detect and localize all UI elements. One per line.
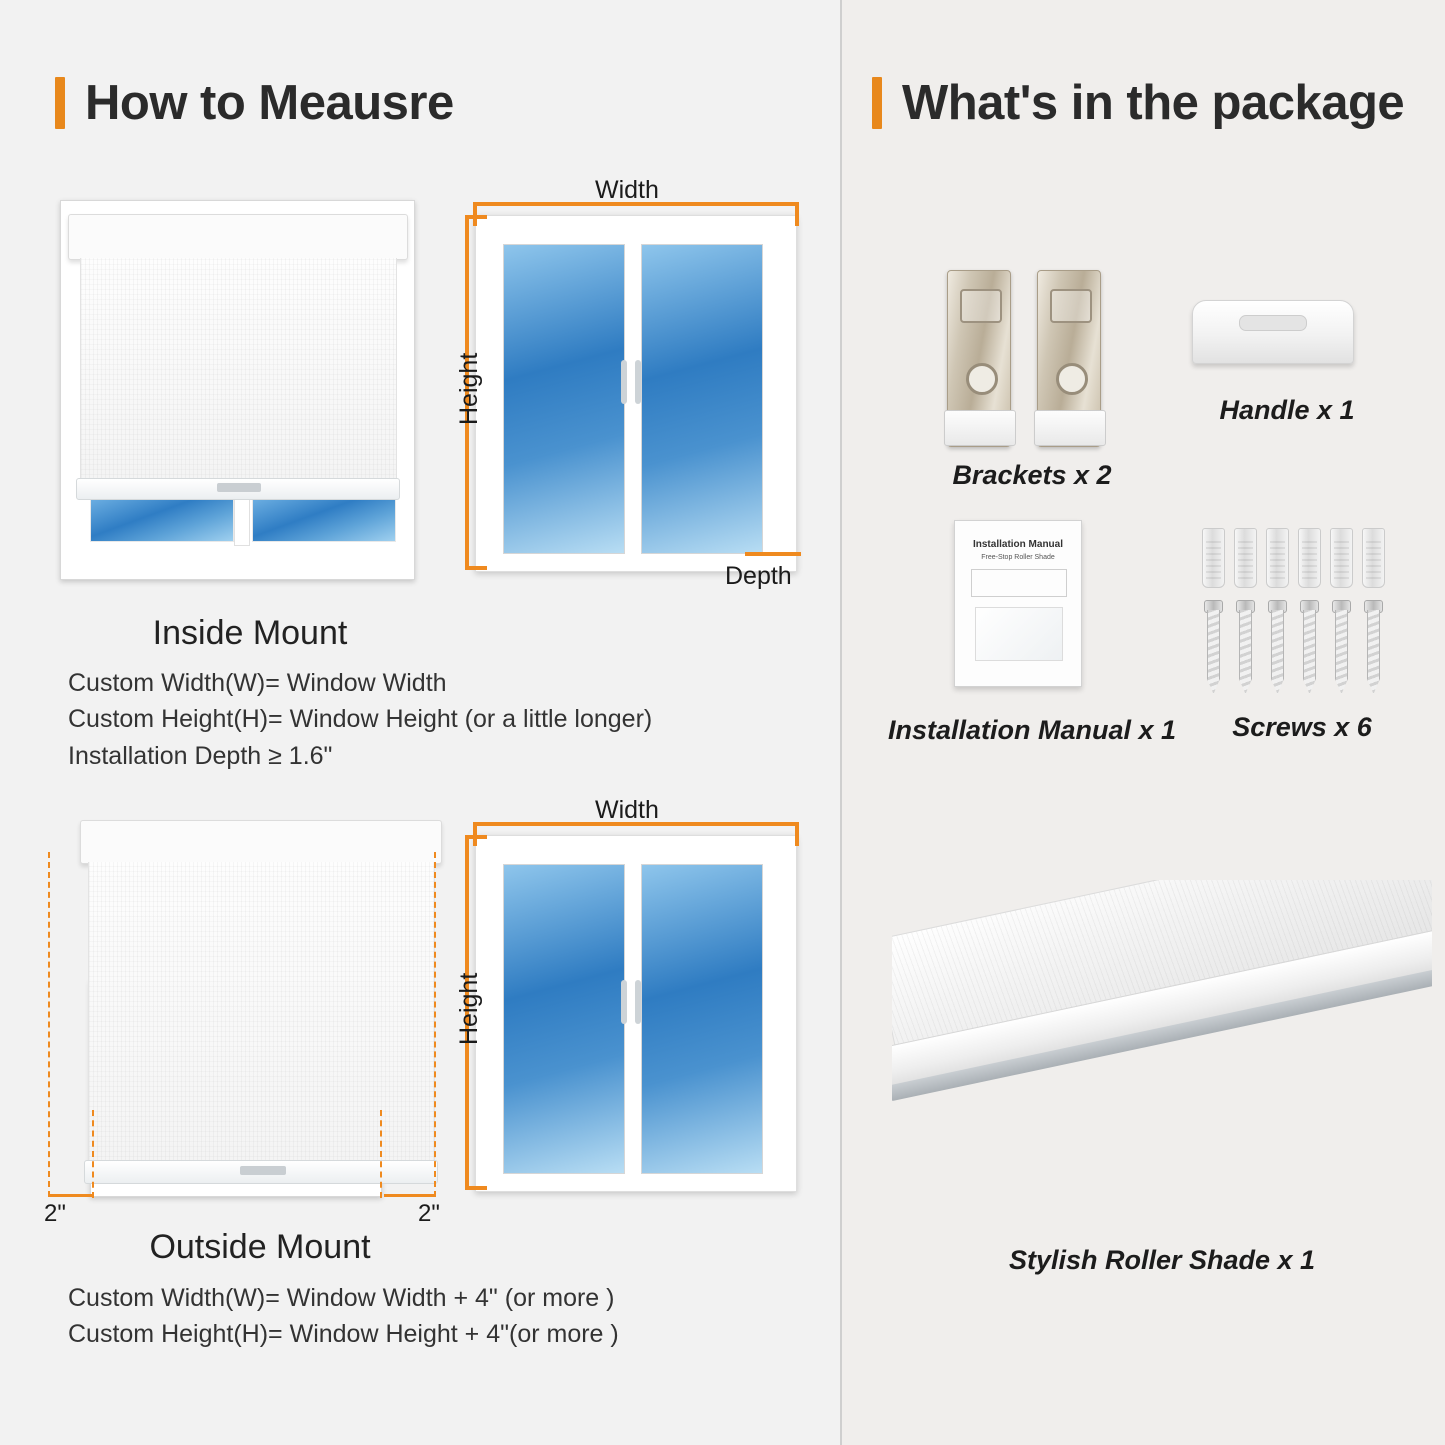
shade-bottom-rail — [76, 478, 400, 500]
screw-4-shaft — [1303, 610, 1316, 694]
outside-mount-caption: Outside Mount — [149, 1228, 371, 1266]
window-sash-right — [635, 238, 769, 560]
window-sash-left — [497, 238, 631, 560]
screw-1 — [1204, 600, 1221, 694]
width-label-2: Width — [595, 796, 659, 824]
roller-shade-group — [892, 880, 1432, 1210]
inside-mount-caption: Inside Mount — [152, 614, 348, 652]
wall-anchor-5 — [1330, 528, 1353, 588]
inside-mount-dimension-drawing — [455, 176, 815, 590]
height-label-2: Height — [455, 972, 483, 1045]
inside-mount-line-1: Custom Width(W)= Window Width — [68, 669, 447, 697]
screw-6 — [1364, 600, 1381, 694]
width-tick-left — [473, 202, 477, 226]
width-tick-right — [795, 202, 799, 226]
overhang-label-left: 2" — [44, 1200, 66, 1227]
manual-group — [942, 520, 1142, 720]
height-label: Height — [455, 352, 483, 425]
window-edge-guide-right — [380, 1110, 382, 1198]
wall-anchor-1 — [1202, 528, 1225, 588]
height-tick-bottom-2 — [465, 1186, 487, 1190]
width-tick-left-2 — [473, 822, 477, 846]
window-sash-left-2 — [497, 858, 631, 1180]
inside-mount-shade-drawing — [60, 200, 415, 580]
screw-6-shaft — [1367, 610, 1380, 694]
wall-anchor-4 — [1298, 528, 1321, 588]
manual-cover-diagram-box — [971, 569, 1067, 597]
inside-mount-line-2: Custom Height(H)= Window Height (or a little longer) — [68, 705, 653, 734]
screw-5 — [1332, 600, 1349, 694]
bracket-2 — [1037, 270, 1101, 447]
brackets-caption: Brackets x 2 — [952, 460, 1112, 490]
screw-2-shaft — [1239, 610, 1252, 694]
depth-label: Depth — [725, 562, 792, 590]
outside-mount-illustration — [0, 796, 840, 1227]
bottom-rail-handle — [217, 483, 261, 492]
width-tick-right-2 — [795, 822, 799, 846]
handle-grip-slot — [1239, 315, 1307, 331]
bracket-1-foot — [944, 410, 1016, 446]
title-accent-bar — [55, 77, 65, 129]
window-handle-right — [635, 360, 641, 404]
outside-mount-line-2: Custom Height(H)= Window Height + 4"(or more ) — [68, 1320, 619, 1349]
package-contents-column — [840, 0, 1445, 1445]
width-label: Width — [595, 176, 659, 204]
screw-2 — [1236, 600, 1253, 694]
overhang-dimension-left — [48, 1194, 94, 1197]
inside-mount-instructions — [0, 665, 868, 774]
section-title-how-to-measure — [55, 75, 454, 131]
wall-anchor-3 — [1266, 528, 1289, 588]
shade-fabric — [80, 258, 397, 480]
screw-1-shaft — [1207, 610, 1220, 694]
screw-5-shaft — [1335, 610, 1348, 694]
wall-anchor-2 — [1234, 528, 1257, 588]
manual-cover-title: Installation Manual — [972, 539, 1063, 550]
overhang-guide-left — [48, 852, 50, 1197]
shade-headrail-outside — [80, 820, 442, 864]
overhang-guide-right — [434, 852, 436, 1197]
screw-4 — [1300, 600, 1317, 694]
screws-caption: Screws x 6 — [1232, 712, 1372, 742]
inside-mount-illustration — [0, 176, 840, 610]
page-title-right: What's in the package — [902, 76, 1405, 130]
roller-shade-caption: Stylish Roller Shade x 1 — [1008, 1245, 1316, 1275]
depth-dimension-line — [745, 552, 801, 556]
shade-headrail — [68, 214, 408, 260]
window-handle-right-2 — [635, 980, 641, 1024]
height-tick-top — [465, 215, 487, 219]
inside-mount-line-3: Installation Depth ≥ 1.6" — [68, 741, 333, 770]
screw-3 — [1268, 600, 1285, 694]
window-handle-left-2 — [621, 980, 627, 1024]
handle-tool — [1192, 300, 1354, 364]
installation-manual-booklet — [954, 520, 1082, 687]
bracket-2-foot — [1034, 410, 1106, 446]
manual-cover-subtitle: Free-Stop Roller Shade — [981, 554, 1055, 561]
shade-fabric-outside — [88, 862, 435, 1162]
window-sash-right-2 — [635, 858, 769, 1180]
manual-cover-image — [975, 607, 1063, 661]
overhang-label-right: 2" — [418, 1200, 440, 1227]
screw-3-shaft — [1271, 610, 1284, 694]
outside-mount-dimension-drawing — [455, 796, 815, 1210]
handle-caption: Handle x 1 — [1219, 395, 1355, 425]
height-tick-top-2 — [465, 835, 487, 839]
manual-caption: Installation Manual x 1 — [887, 715, 1177, 745]
shade-bottom-rail-outside — [84, 1160, 438, 1184]
page-title-left: How to Meausre — [85, 76, 454, 130]
screws-group — [1192, 520, 1402, 710]
overhang-dimension-right — [384, 1194, 436, 1197]
outside-mount-shade-drawing — [40, 810, 440, 1227]
bracket-1 — [947, 270, 1011, 447]
brackets-group — [937, 270, 1117, 450]
window-handle-left — [621, 360, 627, 404]
wall-anchor-6 — [1362, 528, 1385, 588]
section-title-package — [872, 75, 1404, 131]
bottom-rail-handle-outside — [240, 1166, 286, 1175]
title-accent-bar-right — [872, 77, 882, 129]
handle-group — [1192, 300, 1372, 390]
window-edge-guide-left — [92, 1110, 94, 1198]
outside-mount-line-1: Custom Width(W)= Window Width + 4" (or more ) — [68, 1284, 615, 1312]
outside-mount-instructions — [0, 1280, 868, 1353]
height-tick-bottom — [465, 566, 487, 570]
